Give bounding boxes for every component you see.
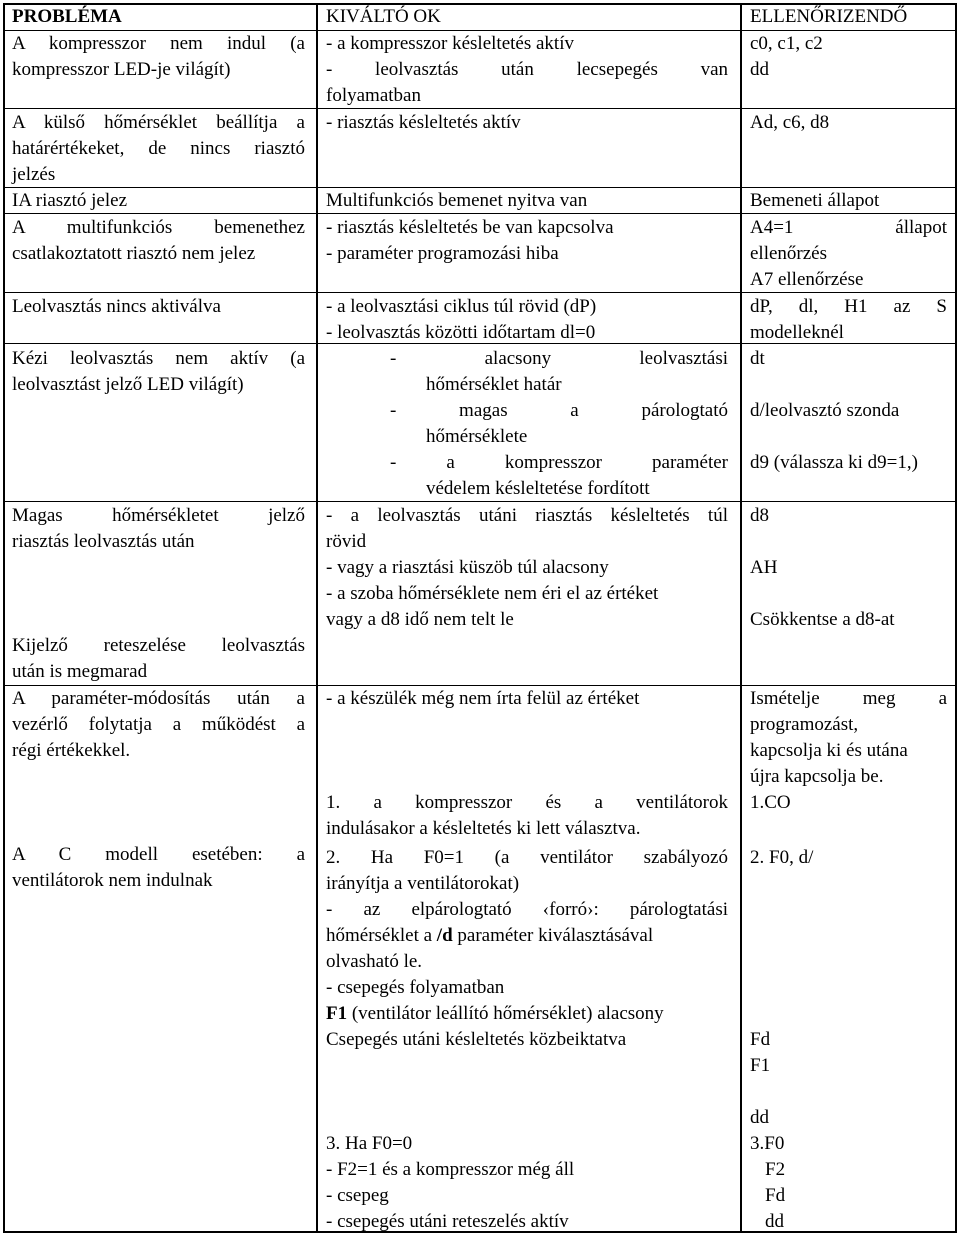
cause-text: - riasztás késleltetés aktív [326, 112, 521, 133]
problem-text: Leolvasztás nincs aktiválva [12, 296, 221, 317]
cause-text: vagy a d8 idő nem telt le [326, 609, 514, 630]
problem-text: határértékeket, de nincs riasztó [12, 138, 305, 159]
check-text: d8 [750, 505, 769, 526]
check-text: programozást, [750, 714, 859, 735]
cause-text: - paraméter programozási hiba [326, 243, 559, 264]
cause-text: - a szoba hőmérséklete nem éri el az értéket [326, 583, 659, 604]
cause-text: Csepegés utáni késleltetés közbeiktatva [326, 1029, 627, 1050]
cause-text: - a leolvasztási ciklus túl rövid (dP) [326, 296, 597, 317]
check-text: F1 [750, 1055, 771, 1076]
cause-text: - csepegés folyamatban [326, 977, 505, 998]
cause-text: - vagy a riasztási küszöb túl alacsony [326, 557, 609, 578]
check-text: Ismételje meg a [750, 688, 947, 709]
cause-text: - csepeg [326, 1185, 389, 1206]
check-text: Ad, c6, d8 [750, 112, 830, 133]
cause-text: - csepegés utáni reteszelés aktív [326, 1211, 569, 1232]
problem-text: régi értékekkel. [12, 740, 131, 761]
cause-text: F1 (ventilátor leállító hőmérséklet) alacsony [326, 1003, 664, 1024]
cause-text: - alacsony leolvasztási [390, 348, 728, 369]
check-text: d9 (válassza ki d9=1,) [750, 452, 918, 473]
problem-text: A C modell esetében: a [12, 844, 305, 865]
problem-text: Kézi leolvasztás nem aktív (a [12, 348, 305, 369]
problem-text: Magas hőmérsékletet jelző [12, 505, 305, 526]
check-text: kapcsolja ki és utána [750, 740, 908, 761]
check-text: újra kapcsolja be. [750, 766, 884, 787]
check-text: ellenőrzés [750, 243, 828, 264]
check-text: Fd [750, 1029, 771, 1050]
problem-text: IA riasztó jelez [12, 190, 128, 211]
check-text: 1.CO [750, 792, 791, 813]
cause-text: 2. Ha F0=1 (a ventilátor szabályozó [326, 847, 728, 868]
cause-text: 3. Ha F0=0 [326, 1133, 413, 1154]
cause-text: 1. a kompresszor és a ventilátorok [326, 792, 728, 813]
problem-text: csatlakoztatott riasztó nem jelez [12, 243, 256, 264]
check-text: A4=1 állapot [750, 217, 947, 238]
check-text: Csökkentse a d8-at [750, 609, 895, 630]
check-text: dd [765, 1211, 784, 1232]
header-check: ELLENŐRIZENDŐ [750, 6, 908, 27]
cause-text: - a kompresszor paraméter [390, 452, 728, 473]
cause-text: Multifunkciós bemenet nyitva van [326, 190, 588, 211]
check-text: dd [750, 1107, 769, 1128]
check-text: 3.F0 [750, 1133, 785, 1154]
cause-text: - magas a párologtató [390, 400, 728, 421]
check-text: Fd [765, 1185, 786, 1206]
check-text: AH [750, 557, 778, 578]
cause-text: - leolvasztás közötti időtartam dl=0 [326, 322, 596, 343]
problem-text: A külső hőmérséklet beállítja a [12, 112, 305, 133]
check-text: A7 ellenőrzése [750, 269, 864, 290]
cause-text: hőmérséklet a /d paraméter kiválasztásával [326, 925, 654, 946]
problem-text: leolvasztást jelző LED világít) [12, 374, 244, 395]
cause-text: - a kompresszor késleltetés aktív [326, 33, 574, 54]
cause-text: - riasztás késleltetés be van kapcsolva [326, 217, 614, 238]
check-text: F2 [765, 1159, 786, 1180]
check-text: 2. F0, d/ [750, 847, 814, 868]
check-text: c0, c1, c2 [750, 33, 823, 54]
problem-text: Kijelző reteszelése leolvasztás [12, 635, 305, 656]
problem-text: ventilátorok nem indulnak [12, 870, 213, 891]
cause-text: - F2=1 és a kompresszor még áll [326, 1159, 575, 1180]
problem-text: riasztás leolvasztás után [12, 531, 195, 552]
problem-text: vezérlő folytatja a működést a [12, 714, 305, 735]
check-text: dt [750, 348, 765, 369]
check-text: dd [750, 59, 769, 80]
row-divider [3, 108, 957, 109]
check-text: modelleknél [750, 322, 844, 343]
cause-text: - az elpárologtató ‹forró›: párologtatási [326, 899, 728, 920]
cause-text: - a leolvasztás utáni riasztás késleltetés túl [326, 505, 728, 526]
cause-text: indulásakor a késleltetés ki lett választva. [326, 818, 641, 839]
problem-text: jelzés [12, 164, 56, 185]
problem-text: A paraméter-módosítás után a [12, 688, 305, 709]
header-problem: PROBLÉMA [12, 6, 122, 27]
cause-text: védelem késleltetése fordított [426, 478, 650, 499]
problem-text: után is megmarad [12, 661, 148, 682]
check-text: Bemeneti állapot [750, 190, 880, 211]
problem-text: kompresszor LED-je világít) [12, 59, 231, 80]
header-cause: KIVÁLTÓ OK [326, 6, 441, 27]
cause-text: hőmérséklet határ [426, 374, 562, 395]
problem-text: A multifunkciós bemenethez [12, 217, 305, 238]
cause-text: - leolvasztás után lecsepegés van [326, 59, 728, 80]
check-text: d/leolvasztó szonda [750, 400, 900, 421]
check-text: dP, dl, H1 az S [750, 296, 947, 317]
cause-text: olvasható le. [326, 951, 423, 972]
cause-text: folyamatban [326, 85, 421, 106]
cause-text: irányítja a ventilátorokat) [326, 873, 520, 894]
problem-text: A kompresszor nem indul (a [12, 33, 305, 54]
cause-text: - a készülék még nem írta felül az értéket [326, 688, 640, 709]
cause-text: rövid [326, 531, 367, 552]
cause-text: hőmérséklete [426, 426, 528, 447]
